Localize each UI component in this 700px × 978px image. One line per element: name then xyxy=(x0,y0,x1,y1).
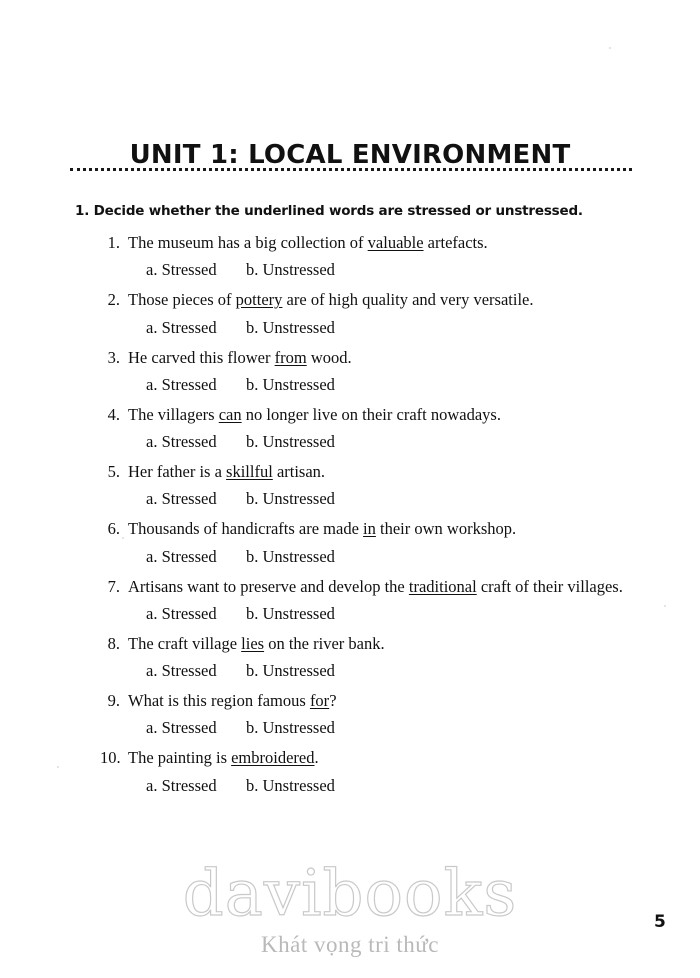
question-number: 4. xyxy=(107,404,120,424)
question-number: 2. xyxy=(107,290,120,310)
question-line xyxy=(100,576,680,598)
question-item xyxy=(100,347,680,395)
underlined-word: traditional xyxy=(408,576,477,596)
question-text-before: Artisans want to preserve and develop the xyxy=(128,576,409,596)
question-text-before: He carved this flower xyxy=(128,347,275,367)
question-line xyxy=(100,347,680,369)
question-item xyxy=(100,747,680,795)
question-text-after: ? xyxy=(329,691,337,711)
question-text xyxy=(128,747,680,769)
question-text xyxy=(128,404,680,426)
question-text-after: . xyxy=(314,748,319,768)
option-unstressed[interactable]: b. Unstressed xyxy=(246,260,335,280)
option-unstressed[interactable]: b. Unstressed xyxy=(246,603,335,623)
question-text xyxy=(128,461,680,483)
question-line xyxy=(100,404,680,426)
question-number: 9. xyxy=(107,691,120,711)
question-text-before: The craft village xyxy=(128,633,242,653)
question-text-before: Those pieces of xyxy=(128,290,236,310)
underlined-word: for xyxy=(309,691,330,711)
question-text-before: What is this region famous xyxy=(128,691,310,711)
page-number: 5 xyxy=(654,912,666,932)
answer-options xyxy=(146,604,680,624)
answer-options xyxy=(146,375,680,395)
question-number: 5. xyxy=(107,462,120,482)
title-divider xyxy=(70,160,632,171)
question-number: 7. xyxy=(107,576,120,596)
question-text xyxy=(128,518,680,540)
question-text-after: are of high quality and very versatile. xyxy=(282,290,534,310)
question-item xyxy=(100,404,680,452)
underlined-word: lies xyxy=(241,633,265,653)
question-text-after: their own workshop. xyxy=(375,519,517,539)
question-text-before: Thousands of handicrafts are made xyxy=(128,519,364,539)
question-number: 6. xyxy=(107,519,120,539)
watermark xyxy=(0,857,700,958)
option-unstressed[interactable]: b. Unstressed xyxy=(246,374,335,394)
underlined-word: in xyxy=(363,519,376,539)
watermark-sub-text: Khát vọng tri thức xyxy=(261,932,439,957)
underlined-word: from xyxy=(274,347,307,367)
question-item xyxy=(100,690,680,738)
question-text-after: no longer live on their craft nowadays. xyxy=(241,404,501,424)
question-line xyxy=(100,461,680,483)
watermark-main-text: davibooks xyxy=(182,857,518,931)
question-number: 8. xyxy=(107,633,120,653)
answer-options xyxy=(146,432,680,452)
question-text-after: artisan. xyxy=(272,462,326,482)
option-unstressed[interactable]: b. Unstressed xyxy=(246,317,335,337)
option-stressed[interactable]: a. Stressed xyxy=(146,489,217,509)
answer-options xyxy=(146,260,680,280)
question-text-after: artefacts. xyxy=(423,233,488,252)
question-text-after: wood. xyxy=(306,347,352,367)
option-stressed[interactable]: a. Stressed xyxy=(146,432,217,452)
option-stressed[interactable]: a. Stressed xyxy=(146,546,217,566)
question-line xyxy=(100,747,680,769)
question-item xyxy=(100,461,680,509)
question-number: 10. xyxy=(100,748,121,768)
question-text xyxy=(128,347,680,369)
option-stressed[interactable]: a. Stressed xyxy=(146,317,217,337)
question-line xyxy=(100,690,680,712)
question-text xyxy=(128,232,680,254)
option-unstressed[interactable]: b. Unstressed xyxy=(246,718,335,738)
option-stressed[interactable]: a. Stressed xyxy=(146,718,217,738)
question-number: 3. xyxy=(107,347,120,367)
answer-options xyxy=(146,318,680,338)
answer-options xyxy=(146,776,680,796)
question-text-before: Her father is a xyxy=(128,462,227,482)
answer-options xyxy=(146,489,680,509)
question-line xyxy=(100,633,680,655)
option-stressed[interactable]: a. Stressed xyxy=(146,603,217,623)
question-text-after: craft of their villages. xyxy=(476,576,623,596)
question-text-before: The museum has a big collection of xyxy=(128,233,368,252)
question-line xyxy=(100,518,680,540)
option-unstressed[interactable]: b. Unstressed xyxy=(246,489,335,509)
option-stressed[interactable]: a. Stressed xyxy=(146,661,217,681)
answer-options xyxy=(146,718,680,738)
question-list xyxy=(100,232,680,805)
option-unstressed[interactable]: b. Unstressed xyxy=(246,661,335,681)
question-line xyxy=(100,289,680,311)
question-item xyxy=(100,633,680,681)
question-text-before: The painting is xyxy=(128,748,232,768)
underlined-word: pottery xyxy=(235,290,283,310)
option-stressed[interactable]: a. Stressed xyxy=(146,260,217,280)
question-item xyxy=(100,576,680,624)
answer-options xyxy=(146,547,680,567)
question-item xyxy=(100,518,680,566)
question-item xyxy=(100,289,680,337)
question-number: 1. xyxy=(107,233,120,252)
underlined-word: can xyxy=(218,404,242,424)
page-title: UNIT 1: LOCAL ENVIRONMENT xyxy=(129,140,571,171)
question-text-before: The villagers xyxy=(128,404,219,424)
exercise-instruction: 1. Decide whether the underlined words are stressed or unstressed. xyxy=(75,203,583,219)
underlined-word: embroidered xyxy=(231,748,315,768)
question-text xyxy=(128,690,680,712)
question-text xyxy=(128,633,680,655)
option-unstressed[interactable]: b. Unstressed xyxy=(246,546,335,566)
answer-options xyxy=(146,661,680,681)
option-stressed[interactable]: a. Stressed xyxy=(146,374,217,394)
option-stressed[interactable]: a. Stressed xyxy=(146,775,217,795)
underlined-word: valuable xyxy=(367,233,424,252)
question-item xyxy=(100,232,680,280)
underlined-word: skillful xyxy=(226,462,273,482)
question-text-after: on the river bank. xyxy=(264,633,385,653)
option-unstressed[interactable]: b. Unstressed xyxy=(246,775,335,795)
question-text xyxy=(128,289,680,311)
option-unstressed[interactable]: b. Unstressed xyxy=(246,432,335,452)
question-line xyxy=(100,232,680,254)
question-text xyxy=(128,576,680,598)
